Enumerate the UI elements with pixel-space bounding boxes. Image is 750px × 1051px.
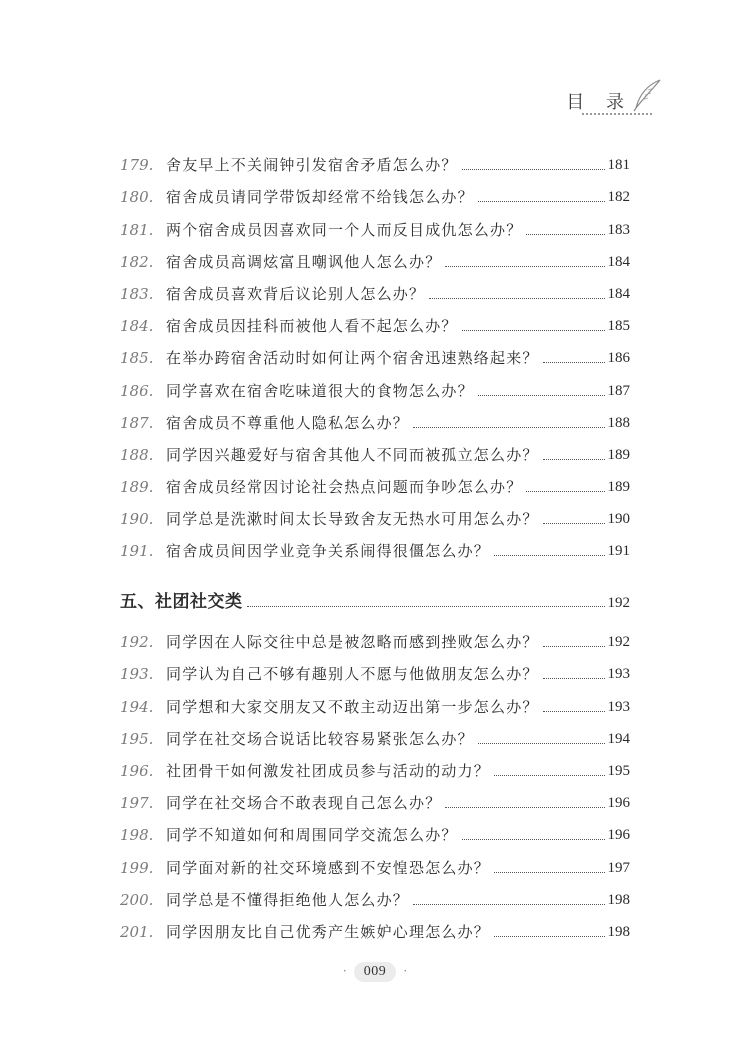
toc-item-title: 同学总是不懂得拒绝他人怎么办？ <box>166 890 410 909</box>
toc-leader <box>462 169 605 170</box>
toc-item-page: 193 <box>607 666 630 683</box>
toc-item-title: 宿舍成员请同学带饭却经常不给钱怎么办？ <box>166 188 474 207</box>
toc-item-page: 195 <box>607 762 630 779</box>
toc-leader <box>478 201 605 202</box>
toc-item[interactable] <box>120 143 630 175</box>
toc-leader <box>526 234 604 235</box>
toc-leader <box>478 395 605 396</box>
toc-item[interactable] <box>120 749 630 781</box>
toc-item-number: 192. <box>120 633 154 652</box>
toc-item-number: 200. <box>120 890 154 909</box>
page-number: 009 <box>354 962 397 982</box>
toc-leader <box>247 606 605 607</box>
toc-item-number: 196. <box>120 761 154 780</box>
toc-item-page: 188 <box>607 414 630 431</box>
toc-item-page: 197 <box>607 859 630 876</box>
page-header <box>0 0 750 125</box>
toc-item-title: 舍友早上不关闹钟引发宿舍矛盾怎么办？ <box>166 156 458 175</box>
toc-item-number: 179. <box>120 156 154 175</box>
toc-leader <box>543 678 605 679</box>
toc-item-title: 宿舍成员间因学业竞争关系闹得很僵怎么办？ <box>166 542 491 561</box>
toc-item[interactable] <box>120 207 630 239</box>
toc-item-title: 同学认为自己不够有趣别人不愿与他做朋友怎么办？ <box>166 665 539 684</box>
toc-item-title: 在举办跨宿舍活动时如何让两个宿舍迅速熟络起来？ <box>166 349 539 368</box>
section-heading[interactable] <box>120 584 630 612</box>
toc-leader <box>543 646 605 647</box>
toc-item-number: 187. <box>120 413 154 432</box>
toc-item-number: 184. <box>120 317 154 336</box>
toc-leader <box>543 711 605 712</box>
toc-item-number: 193. <box>120 665 154 684</box>
toc-leader <box>445 266 604 267</box>
toc-item[interactable] <box>120 910 630 942</box>
toc-leader <box>543 523 605 524</box>
toc-item-page: 189 <box>607 446 630 463</box>
toc-item-title: 同学在社交场合说话比较容易紧张怎么办？ <box>166 729 474 748</box>
toc-leader <box>462 839 605 840</box>
toc-item-number: 183. <box>120 284 154 303</box>
toc-item-title: 同学因在人际交往中总是被忽略而感到挫败怎么办？ <box>166 633 539 652</box>
toc-item-number: 194. <box>120 697 154 716</box>
toc-item[interactable] <box>120 620 630 652</box>
toc-item-title: 两个宿舍成员因喜欢同一个人而反目成仇怎么办？ <box>166 220 523 239</box>
toc-item[interactable] <box>120 175 630 207</box>
toc-item-title: 宿舍成员高调炫富且嘲讽他人怎么办？ <box>166 252 442 271</box>
toc-item-title: 同学总是洗漱时间太长导致舍友无热水可用怎么办？ <box>166 510 539 529</box>
toc-item-number: 181. <box>120 220 154 239</box>
toc-item-number: 198. <box>120 826 154 845</box>
toc-item-number: 185. <box>120 349 154 368</box>
toc-leader <box>543 362 605 363</box>
toc-item-number: 191. <box>120 542 154 561</box>
toc-item-number: 190. <box>120 510 154 529</box>
toc-item-title: 宿舍成员不尊重他人隐私怎么办？ <box>166 413 410 432</box>
toc-item-page: 198 <box>607 891 630 908</box>
toc-item-number: 188. <box>120 445 154 464</box>
toc-item[interactable] <box>120 878 630 910</box>
toc-item-page: 191 <box>607 543 630 560</box>
section-page: 192 <box>607 595 630 611</box>
footer-dot-right: · <box>403 963 408 978</box>
toc-item-title: 同学想和大家交朋友又不敢主动迈出第一步怎么办？ <box>166 697 539 716</box>
toc-item-title: 同学因朋友比自己优秀产生嫉妒心理怎么办？ <box>166 922 491 941</box>
toc-item-page: 192 <box>607 634 630 651</box>
toc-item-title: 宿舍成员因挂科而被他人看不起怎么办？ <box>166 317 458 336</box>
toc-leader <box>494 775 604 776</box>
toc-leader <box>462 330 605 331</box>
toc-leader <box>429 298 604 299</box>
toc-item[interactable] <box>120 781 630 813</box>
toc-item-title: 同学因兴趣爱好与宿舍其他人不同而被孤立怎么办？ <box>166 445 539 464</box>
toc-leader <box>494 872 604 873</box>
toc-item-title: 同学在社交场合不敢表现自己怎么办？ <box>166 794 442 813</box>
toc-item-title: 宿舍成员喜欢背后议论别人怎么办？ <box>166 284 426 303</box>
page-footer <box>0 960 750 982</box>
toc-item-title: 同学喜欢在宿舍吃味道很大的食物怎么办？ <box>166 381 474 400</box>
toc-list <box>120 143 630 561</box>
toc-item[interactable] <box>120 272 630 304</box>
toc-item-page: 186 <box>607 350 630 367</box>
toc-item-number: 197. <box>120 794 154 813</box>
toc-leader <box>494 555 604 556</box>
toc-item[interactable] <box>120 433 630 465</box>
toc-item-page: 183 <box>607 221 630 238</box>
toc-item-number: 201. <box>120 922 154 941</box>
toc-item-page: 196 <box>607 795 630 812</box>
toc-leader <box>478 743 605 744</box>
header-dotted-rule <box>582 113 652 115</box>
toc-item-title: 同学面对新的社交环境感到不安惶恐怎么办？ <box>166 858 491 877</box>
header-title: 目 录 <box>566 92 632 113</box>
toc-item-page: 196 <box>607 827 630 844</box>
toc-item[interactable] <box>120 465 630 497</box>
toc-item-page: 194 <box>607 730 630 747</box>
toc-item-page: 190 <box>607 511 630 528</box>
toc-item[interactable] <box>120 304 630 336</box>
toc-item[interactable] <box>120 845 630 877</box>
toc-item-number: 180. <box>120 188 154 207</box>
toc-leader <box>526 491 604 492</box>
toc-item[interactable] <box>120 497 630 529</box>
toc-item-number: 186. <box>120 381 154 400</box>
toc-leader <box>543 459 605 460</box>
toc-leader <box>413 904 604 905</box>
toc-item-number: 195. <box>120 729 154 748</box>
toc-leader <box>494 936 604 937</box>
toc-item[interactable] <box>120 529 630 561</box>
toc-item[interactable] <box>120 240 630 272</box>
toc-item-number: 199. <box>120 858 154 877</box>
toc-item-number: 189. <box>120 478 154 497</box>
toc-item-title: 同学不知道如何和周围同学交流怎么办？ <box>166 826 458 845</box>
toc-leader <box>413 427 604 428</box>
toc-item-title: 社团骨干如何激发社团成员参与活动的动力？ <box>166 761 491 780</box>
toc-item-number: 182. <box>120 252 154 271</box>
section-title: 五、社团社交类 <box>120 592 243 612</box>
toc-item-page: 198 <box>607 923 630 940</box>
toc-item[interactable] <box>120 717 630 749</box>
toc-item-page: 187 <box>607 382 630 399</box>
toc-item[interactable] <box>120 684 630 716</box>
toc-item-page: 182 <box>607 189 630 206</box>
toc-item-page: 185 <box>607 318 630 335</box>
toc-item-title: 宿舍成员经常因讨论社会热点问题而争吵怎么办？ <box>166 478 523 497</box>
footer-dot-left: · <box>342 963 347 978</box>
toc-leader <box>445 807 604 808</box>
toc-item-page: 181 <box>607 157 630 174</box>
toc-item[interactable] <box>120 652 630 684</box>
toc-item-page: 184 <box>607 285 630 302</box>
toc-item-page: 189 <box>607 479 630 496</box>
toc-list-section-five <box>120 620 630 942</box>
toc-item[interactable] <box>120 401 630 433</box>
toc-item-page: 193 <box>607 698 630 715</box>
toc-item[interactable] <box>120 813 630 845</box>
toc-item[interactable] <box>120 336 630 368</box>
feather-icon <box>632 78 664 112</box>
toc-item-page: 184 <box>607 253 630 270</box>
toc-item[interactable] <box>120 368 630 400</box>
